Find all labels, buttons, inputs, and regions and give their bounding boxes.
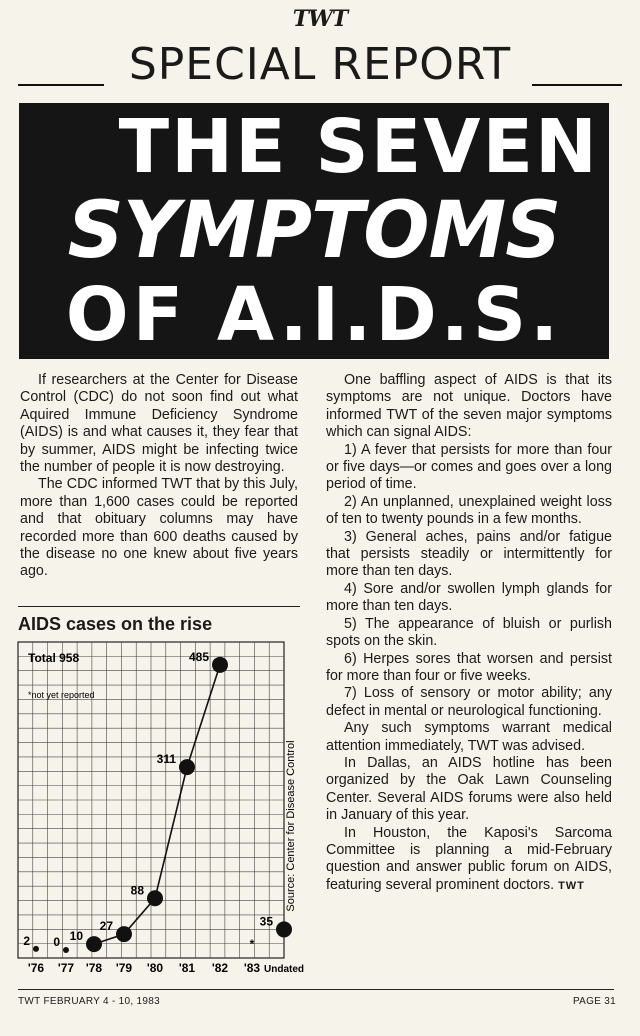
tick-label: '79 — [115, 961, 133, 975]
paragraph — [326, 825, 612, 896]
tick-label: '80 — [146, 961, 164, 975]
section-title: SPECIAL REPORT — [128, 39, 512, 90]
header-rule-right — [532, 84, 622, 86]
data-point — [179, 759, 195, 775]
data-label: 2 — [23, 933, 30, 948]
tick-label: Undated — [264, 964, 304, 975]
data-label: 88 — [130, 883, 144, 898]
footer-page-number: PAGE 31 — [572, 996, 616, 1007]
paragraph: If researchers at the Center for Disease Control (CDC) do not soon find out what Aquired Immune Deficiency Syndrome (AIDS) is and what causes it, they fear that by summer, AIDS might be infecting twice the number of people it is now destroying. — [20, 372, 298, 476]
data-point — [147, 890, 163, 906]
chart-title: AIDS cases on the rise — [18, 614, 213, 634]
source-label: Source: Center for Disease Control — [285, 740, 297, 912]
headline-banner — [19, 103, 609, 359]
data-label: 311 — [156, 752, 176, 767]
data-label: * — [249, 937, 255, 951]
data-point — [116, 926, 132, 942]
headline-line-2: SYMPTOMS — [67, 186, 561, 276]
data-label: 10 — [69, 929, 83, 944]
data-point — [276, 921, 292, 937]
chart-divider — [18, 606, 300, 607]
symptom-item: 5) The appearance of bluish or purlish spots on the skin. — [326, 615, 612, 650]
paragraph: In Dallas, an AIDS hotline has been organized by the Oak Lawn Counseling Center. Several AIDS forums were also held in January of this year. — [326, 754, 612, 824]
paragraph: The CDC informed TWT that by this July, more than 1,600 cases could be reported and that obituary columns may have recorded more than 600 deaths caused by the disease no one knew about five years ago. — [20, 476, 298, 580]
tick-label: '82 — [211, 961, 229, 975]
section-header — [18, 38, 622, 92]
data-point — [63, 947, 69, 953]
symptom-item: 6) Herpes sores that worsen and persist for more than four or five weeks. — [326, 650, 612, 684]
symptom-item: 4) Sore and/or swollen lymph glands for more than ten days. — [326, 580, 612, 615]
footer-issue: TWT FEBRUARY 4 - 10, 1983 — [18, 996, 160, 1007]
paragraph: One baffling aspect of AIDS is that its symptoms are not unique. Doctors have informed TWT of the seven major symptoms which can signal AIDS: — [326, 372, 612, 441]
paragraph: Any such symptoms warrant medical attention immediately, TWT was advised. — [326, 720, 612, 754]
data-point — [86, 936, 102, 952]
tick-label: '81 — [178, 961, 196, 975]
total-label: Total 958 — [28, 651, 80, 665]
symptom-item: 1) A fever that persists for more than four or five days—or comes and goes over a long period of time. — [326, 441, 612, 493]
symptom-item: 3) General aches, pains and/or fatigue that persists steadily or intermittently for more than ten days. — [326, 528, 612, 580]
headline-line-1: THE SEVEN — [118, 104, 599, 190]
data-label: 27 — [99, 919, 113, 934]
data-label: 0 — [53, 935, 60, 949]
headline-line-3: OF A.I.D.S. — [65, 272, 563, 358]
data-point — [212, 657, 228, 673]
symptom-item: 7) Loss of sensory or motor ability; any defect in mental or neurological functioning. — [326, 685, 612, 719]
not-reported-note: *not yet reported — [28, 690, 95, 700]
tick-label: '76 — [27, 961, 45, 975]
right-column — [326, 372, 612, 895]
header-rule-left — [18, 84, 104, 86]
end-mark-logo: TWT — [558, 879, 585, 892]
tick-label: '83 — [243, 961, 261, 975]
twt-logo: TWT — [292, 6, 348, 32]
symptom-item: 2) An unplanned, unexplained weight loss of ten to twenty pounds in a few months. — [326, 493, 612, 528]
data-point — [33, 946, 39, 952]
left-column — [20, 372, 298, 581]
tick-label: '77 — [57, 961, 75, 975]
data-label: 35 — [259, 914, 273, 929]
paragraph-text: In Houston, the Kaposi's Sarcoma Committee is planning a mid-February question and answer public forum on AIDS, featuring several prominent doctors. — [326, 824, 612, 893]
tick-label: '78 — [85, 961, 103, 975]
aids-cases-chart — [14, 636, 312, 978]
data-label: 485 — [188, 649, 209, 664]
footer-rule — [18, 989, 614, 990]
